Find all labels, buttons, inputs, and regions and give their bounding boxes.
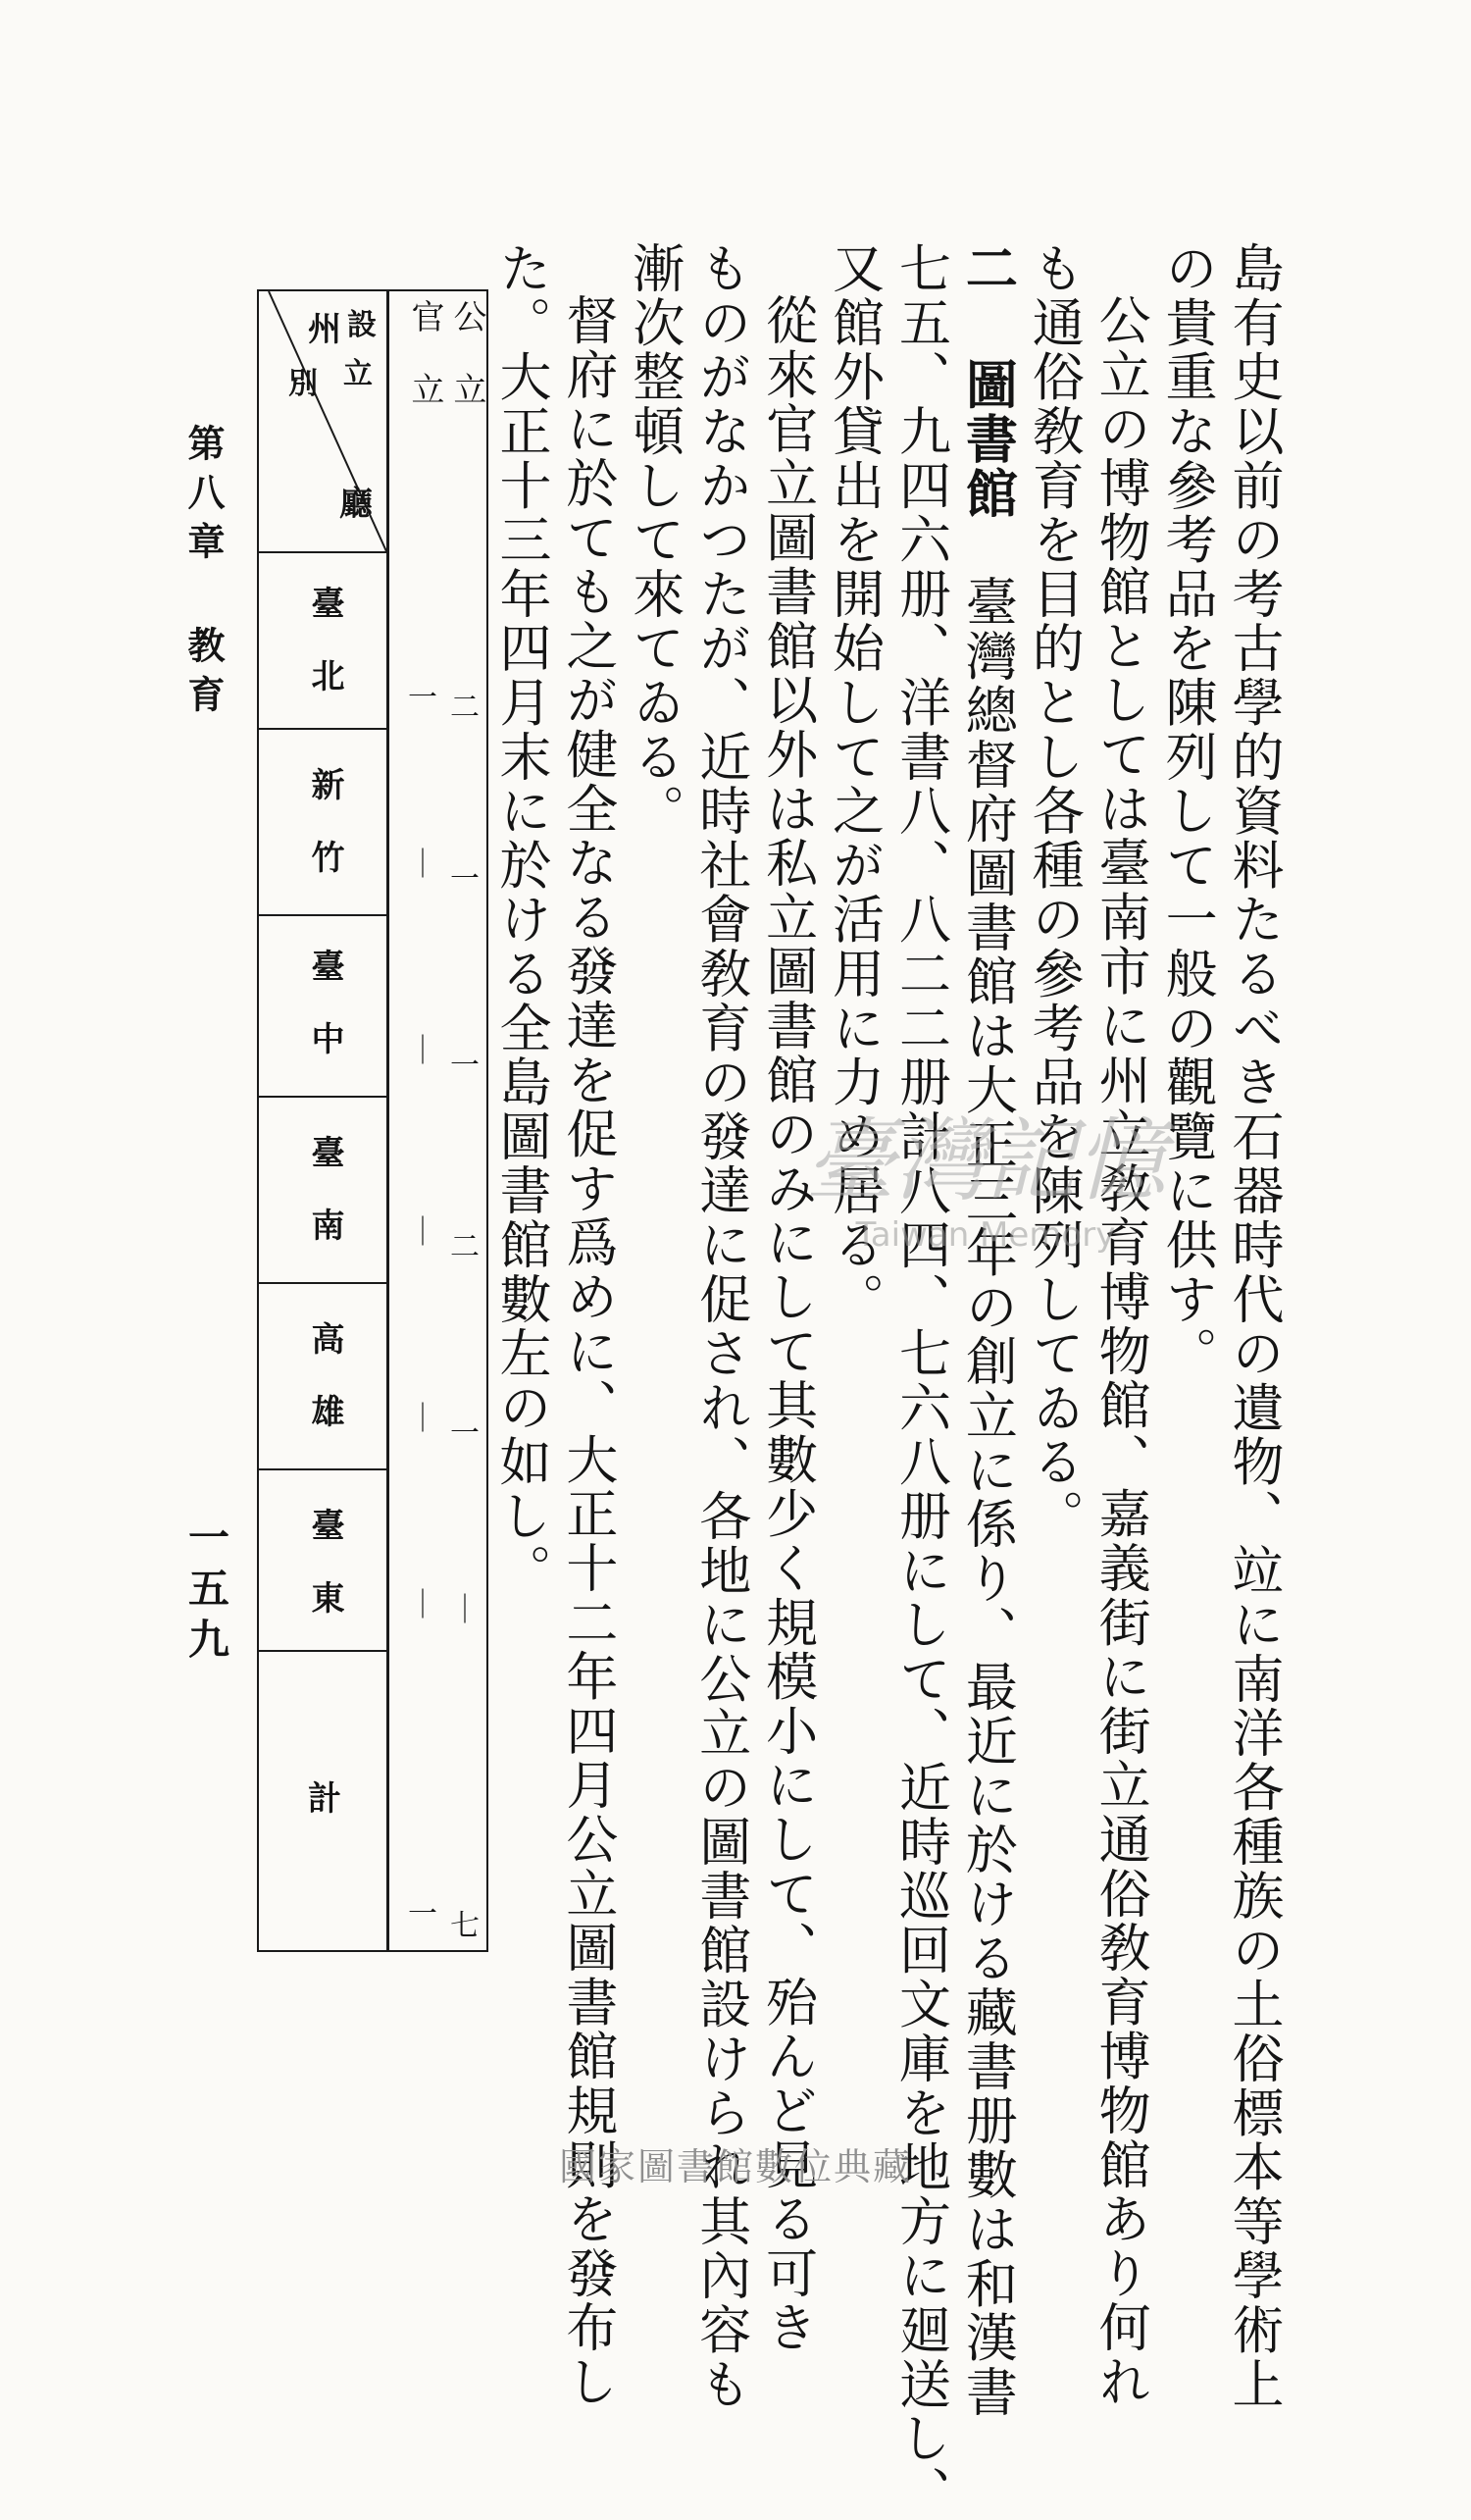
text-line: 島有史以前の考古學的資料たるべき石器時代の遺物、竝に南洋各種族の土俗標本等學術上 bbox=[1223, 241, 1284, 2411]
table-row-label: 官 立 bbox=[405, 299, 444, 405]
section-heading: 二 圖書館 bbox=[957, 241, 1018, 521]
table-column-header: 高 雄 bbox=[305, 1321, 344, 1427]
table-cell: 一 bbox=[450, 1049, 480, 1083]
table-rule bbox=[259, 1468, 386, 1470]
table-cell: 一 bbox=[408, 1897, 437, 1931]
text-line: ものがなかつたが、近時社會敎育の發達に促され、各地に公立の圖書館設けられ其內容も bbox=[690, 241, 751, 2411]
table-cell: ｜ bbox=[408, 1215, 437, 1250]
text-line: の貴重な參考品を陳列して一般の觀覽に供す。 bbox=[1157, 241, 1218, 1381]
table-rule bbox=[259, 914, 386, 916]
table-rule bbox=[259, 551, 386, 553]
table-cell: ｜ bbox=[408, 1034, 437, 1068]
table-corner-label: 廳 bbox=[339, 485, 373, 524]
table-corner-label: 別 bbox=[288, 367, 318, 401]
text-line: 從來官立圖書館以外は私立圖書館のみにして其數少く規模小にして、殆んど見る可き bbox=[757, 293, 818, 2355]
table-corner-label: 州 bbox=[308, 310, 341, 349]
text-line: 七五、九四六册、洋書八、八二二册計八四、七六八册にして、近時巡回文庫を地方に廻送し、 bbox=[890, 241, 951, 2520]
table-cell: 一 bbox=[408, 681, 437, 715]
library-count-table bbox=[257, 289, 488, 1952]
table-rule bbox=[259, 728, 386, 730]
running-head: 第八章 教育 bbox=[181, 424, 225, 724]
table-cell: 一 bbox=[450, 862, 480, 897]
table-cell: 七 bbox=[450, 1909, 480, 1943]
watermark-subtext: Taiwan Memory bbox=[855, 1215, 1116, 1255]
page-number: 一五九 bbox=[182, 1516, 230, 1669]
table-rule bbox=[259, 1650, 386, 1652]
table-column-header: 臺 東 bbox=[305, 1508, 344, 1614]
table-cell: 二 bbox=[450, 691, 480, 725]
watermark-text: 臺灣記憶 bbox=[804, 1108, 1167, 1213]
table-rule bbox=[259, 1282, 386, 1284]
text-line: 漸次整頓して來てゐる。 bbox=[624, 241, 685, 839]
table-cell: ｜ bbox=[408, 1402, 437, 1436]
text-line: 督府に於ても之が健全なる發達を促す爲めに、大正十二年四月公立圖書館規則を發布し bbox=[557, 293, 618, 2409]
table-column-header: 臺 南 bbox=[305, 1135, 344, 1241]
library-footer: 國家圖書館數位典藏 bbox=[558, 2145, 912, 2188]
table-cell: ｜ bbox=[408, 1588, 437, 1622]
text-span: 臺灣總督府圖書館は大正三年の創立に係り、最近に於ける藏書册數は和漢書 bbox=[957, 574, 1018, 2420]
table-rule bbox=[386, 291, 389, 1950]
table-column-header: 計 bbox=[308, 1779, 341, 1819]
table-corner-label: 立 bbox=[343, 357, 373, 391]
table-cell: 一 bbox=[450, 1416, 480, 1451]
table-column-header: 新 竹 bbox=[305, 767, 344, 873]
table-row-label: 公 立 bbox=[447, 299, 486, 405]
table-cell: ｜ bbox=[450, 1593, 480, 1627]
table-cell: 二 bbox=[450, 1230, 480, 1264]
text-line bbox=[957, 241, 1018, 2420]
text-line: 公立の博物館としては臺南市に州立敎育博物館、嘉義街に街立通俗敎育博物館あり何れ bbox=[1091, 293, 1151, 2409]
text-line: 又館外貸出を開始して之が活用に力め居る。 bbox=[824, 241, 885, 1326]
text-line: た。大正十三年四月末に於ける全島圖書館數左の如し。 bbox=[491, 241, 551, 1598]
table-column-header: 臺 中 bbox=[305, 949, 344, 1054]
table-column-header: 臺 北 bbox=[305, 586, 344, 692]
table-cell: ｜ bbox=[408, 848, 437, 882]
table-rule bbox=[259, 1096, 386, 1098]
table-corner-label: 設 bbox=[347, 308, 377, 342]
text-line: も通俗敎育を目的とし各種の參考品を陳列してゐる。 bbox=[1024, 241, 1085, 1544]
